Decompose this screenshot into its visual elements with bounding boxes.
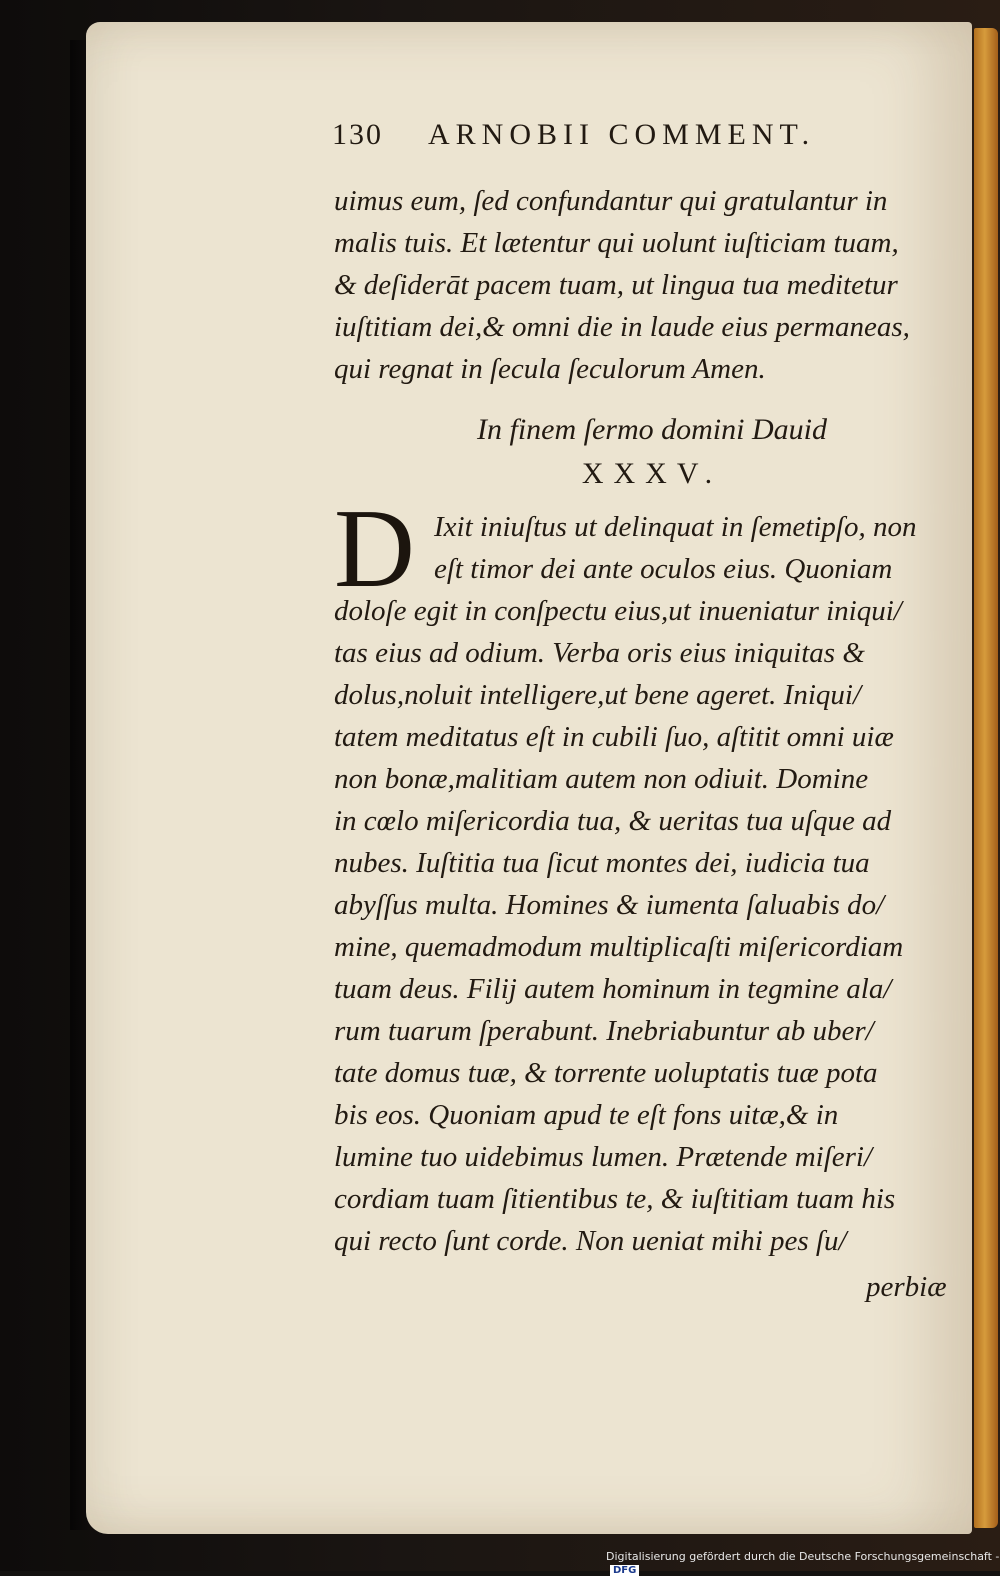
text-line: bis eos. Quoniam apud te eſt fons uitæ,& in: [334, 1099, 839, 1131]
text-line: mine, quemadmodum multiplicaſti miſericordiam: [334, 931, 904, 963]
dfg-logo: DFG: [610, 1565, 639, 1576]
running-title: ARNOBII COMMENT.: [428, 118, 816, 151]
text-line: rum tuarum ſperabunt. Inebriabuntur ab uber/: [334, 1015, 874, 1047]
heading-line-1: In finem ſermo domini Dauid: [477, 413, 827, 446]
text-line: uimus eum, ſed confundantur qui gratulantur in: [334, 185, 888, 217]
text-line: eſt timor dei ante oculos eius. Quoniam: [434, 553, 893, 585]
text-line: doloſe egit in conſpectu eius,ut inueniatur iniqui/: [334, 595, 902, 627]
credit-text: Digitalisierung gefördert durch die Deutsche Forschungsgemeinschaft -: [606, 1550, 1000, 1563]
paragraph-2-opening: [434, 506, 974, 590]
text-line: abyſſus multa. Homines & iumenta ſaluabis do/: [334, 889, 885, 921]
text-line: nubes. Iuſtitia tua ſicut montes dei, iudicia tua: [334, 847, 870, 879]
text-line: non bonæ,malitiam autem non odiuit. Domine: [334, 763, 869, 795]
paragraph-1: [334, 180, 974, 390]
text-line: qui regnat in ſecula ſeculorum Amen.: [334, 353, 766, 385]
text-line: tuam deus. Filij autem hominum in tegmine ala/: [334, 973, 892, 1005]
text-line: malis tuis. Et lætentur qui uolunt iuſticiam tuam,: [334, 227, 899, 259]
text-line: lumine tuo uidebimus lumen. Prætende miſeri/: [334, 1141, 873, 1173]
text-line: dolus,noluit intelligere,ut bene ageret. Iniqui/: [334, 679, 862, 711]
text-line: tate domus tuæ, & torrente uoluptatis tuæ pota: [334, 1057, 878, 1089]
page-edge: [974, 28, 998, 1528]
text-line: cordiam tuam ſitientibus te, & iuſtitiam tuam his: [334, 1183, 896, 1215]
text-line: Ixit iniuſtus ut delinquat in ſemetipſo, non: [434, 511, 917, 543]
section-heading: [332, 408, 972, 496]
page-number: 130: [332, 118, 383, 151]
text-line: tatem meditatus eſt in cubili ſuo, aſtitit omni uiæ: [334, 721, 894, 753]
running-header: [332, 118, 892, 158]
paragraph-2: [334, 590, 974, 1262]
heading-line-2: XXXV.: [581, 457, 723, 490]
digitization-credit: [606, 1550, 1000, 1576]
text-line: & deſiderāt pacem tuam, ut lingua tua meditetur: [334, 269, 898, 301]
text-line: tas eius ad odium. Verba oris eius iniquitas &: [334, 637, 865, 669]
drop-capital: D: [334, 487, 415, 611]
text-line: qui recto ſunt corde. Non ueniat mihi pes ſu/: [334, 1225, 847, 1257]
catchword: perbiæ: [866, 1271, 947, 1303]
text-line: iuſtitiam dei,& omni die in laude eius permaneas,: [334, 311, 910, 343]
text-line: in cœlo miſericordia tua, & ueritas tua uſque ad: [334, 805, 892, 837]
